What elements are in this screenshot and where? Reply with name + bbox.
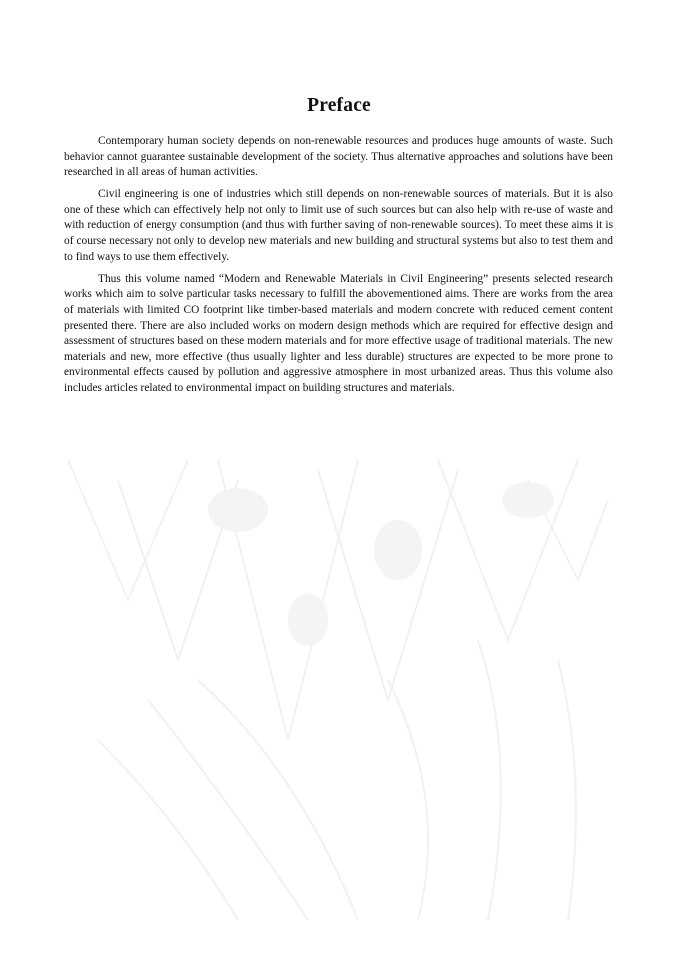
preface-body <box>64 134 613 403</box>
page-title: Preface <box>307 95 371 117</box>
paragraph: Contemporary human society depends on non-renewable resources and produces huge amounts of waste. Such behavior cannot guarantee sustainable development of the society. Thus alternative approaches and solutions have been researched in all areas of human activities. <box>64 135 613 179</box>
background-watermark <box>58 440 618 940</box>
paragraph: Thus this volume named “Modern and Renewable Materials in Civil Engineering” presents selected research works which aim to solve particular tasks necessary to fulfill the abovementioned aims. There are works from the area of materials with limited CO footprint like timber-based materials and modern concrete with reduced cement content presented there. There are also included works on modern design methods which are required for effective design and assessment of structures based on these modern materials and for more effective usage of traditional materials. The new materials and new, more effective (thus usually lighter and less durable) structures are expected to be more prone to environmental effects caused by pollution and aggressive atmosphere in most urbanized areas. Thus this volume also includes articles related to environmental impact on building structures and materials. <box>64 272 613 394</box>
paragraph: Civil engineering is one of industries which still depends on non-renewable sources of materials. But it is also one of these which can effectively help not only to limit use of such sources but can also help with re-use of waste and with reduction of energy consumption (and thus with further saving of non-renewable sources). To meet these aims it is of course necessary not only to develop new materials and new building and structural systems but also to test them and to find ways to use them effectively. <box>64 188 613 263</box>
